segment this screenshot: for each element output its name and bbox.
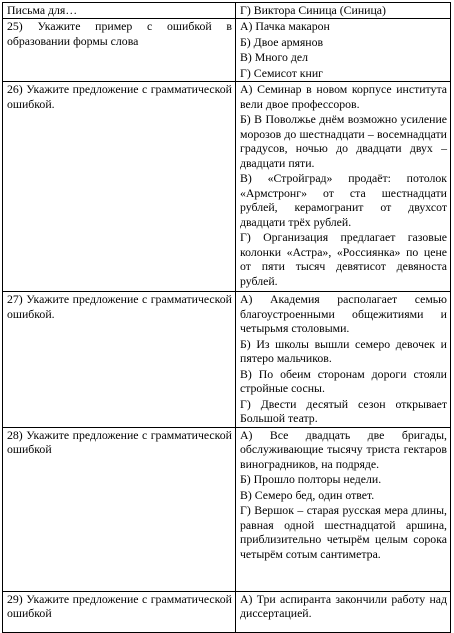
answer-option: Г) Двести десятый сезон открывает Большой театр. xyxy=(240,396,447,425)
question-cell: 29) Укажите предложение с грамматической ошибкой xyxy=(3,591,236,632)
answer-option: Г) Вершок – старая русская мера длины, равная одной шестнадцатой аршина, приблизительно четырём целым сорока четырём сотым сантиметра. xyxy=(240,503,447,561)
options-cell xyxy=(236,82,451,292)
table-row xyxy=(3,427,451,591)
options-cell xyxy=(236,591,451,632)
question-cell: 26) Укажите предложение с грамматической ошибкой. xyxy=(3,82,236,292)
answer-option: А) Пачка макарон xyxy=(240,19,330,33)
question-cell: 28) Укажите предложение с грамматической ошибкой xyxy=(3,427,236,591)
options-cell xyxy=(236,292,451,428)
answer-option: А) Все двадцать две бригады, обслуживающие тысячу триста гектаров виноградников, на подряде. xyxy=(240,427,447,471)
question-cell: 27) Укажите предложение с грамматической ошибкой. xyxy=(3,292,236,428)
answer-option: В) «Стройград» продаёт: потолок «Армстронг» от ста шестнадцати рублей, керамогранит от двухсот двадцати трёх рублей. xyxy=(240,171,447,229)
table-row xyxy=(3,19,451,82)
table-row xyxy=(3,82,451,292)
question-cell: 25) Укажите пример с ошибкой в образовании формы слова xyxy=(3,19,236,82)
options-cell xyxy=(236,427,451,591)
header-left-cell: Письма для… xyxy=(3,3,236,19)
options-cell xyxy=(236,19,451,82)
answer-option: А) Семинар в новом корпусе института вели двое профессоров. xyxy=(240,82,447,111)
document-page xyxy=(2,2,451,633)
answer-option: Б) Прошло полторы недели. xyxy=(240,472,382,486)
answer-option: Г) Семисот книг xyxy=(240,65,324,80)
table-header-row xyxy=(3,3,451,19)
table-row xyxy=(3,591,451,632)
answer-option: Б) Двое армянов xyxy=(240,34,324,49)
answer-option: Б) Из школы вышли семеро девочек и пятеро мальчиков. xyxy=(240,336,447,365)
table-row xyxy=(3,292,451,428)
answer-option: Г) Организация предлагает газовые колонки «Астра», «Россиянка» по цене от пяти тысяч девятисот девяноста рублей. xyxy=(240,230,447,288)
answer-option: В) Семеро бед, один ответ. xyxy=(240,487,375,502)
answer-option: А) Три аспиранта закончили работу над диссертацией. xyxy=(240,591,447,620)
header-right-cell: Г) Виктора Синица (Синица) xyxy=(236,3,451,19)
answer-option: В) Много дел xyxy=(240,50,308,64)
answer-option: В) По обеим сторонам дороги стояли стройные сосны. xyxy=(240,366,447,395)
answer-option: А) Академия располагает семью благоустроенными общежитиями и четырьмя столовыми. xyxy=(240,292,447,335)
test-table xyxy=(2,2,451,633)
answer-option: Б) В Поволжье днём возможно усиление морозов до шестнадцати – восемнадцати градусов, ночью до двадцати двух – двадцати пяти. xyxy=(240,112,447,170)
